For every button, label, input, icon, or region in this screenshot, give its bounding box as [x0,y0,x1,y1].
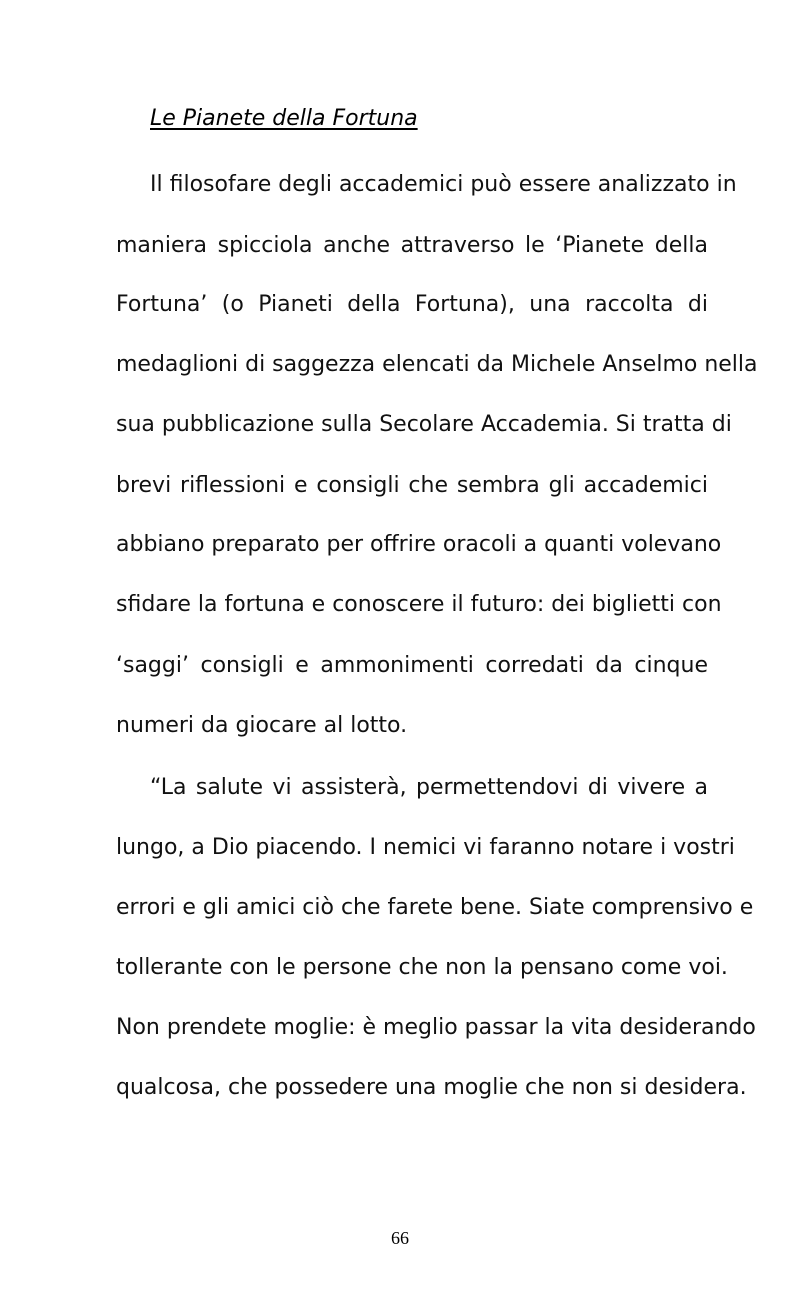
paragraph-1-line-6: brevi riflessioni e consigli che sembra gli accademici [116,473,708,498]
paragraph-2-line-5: Non prendete moglie: è meglio passar la vita desiderando [116,1015,756,1040]
section-title: Le Pianete della Fortuna [150,106,418,131]
paragraph-1-line-5: sua pubblicazione sulla Secolare Accademia. Si tratta di [116,412,732,437]
page-number: 66 [391,1228,409,1248]
paragraph-1-line-2: maniera spicciola anche attraverso le ‘Pianete della [116,233,708,258]
paragraph-2-line-2: lungo, a Dio piacendo. I nemici vi faranno notare i vostri [116,835,735,860]
paragraph-2-line-3: errori e gli amici ciò che farete bene. Siate comprensivo e [116,895,754,920]
paragraph-1-line-10: numeri da giocare al lotto. [116,713,408,738]
paragraph-1-line-8: sfidare la fortuna e conoscere il futuro: dei biglietti con [116,592,722,617]
paragraph-2-line-4: tollerante con le persone che non la pensano come voi. [116,955,728,980]
paragraph-1-line-3: Fortuna’ (o Pianeti della Fortuna), una raccolta di [116,292,708,317]
paragraph-1-line-7: abbiano preparato per offrire oracoli a quanti volevano [116,532,722,557]
paragraph-2-line-6: qualcosa, che possedere una moglie che non si desidera. [116,1075,747,1100]
paragraph-1-line-4: medaglioni di saggezza elencati da Michele Anselmo nella [116,352,758,377]
paragraph-1-line-9: ‘saggi’ consigli e ammonimenti corredati da cinque [116,653,708,678]
paragraph-1-line-1: Il filosofare degli accademici può essere analizzato in [150,172,737,197]
paragraph-2-line-1: “La salute vi assisterà, permettendovi di vivere a [150,775,708,800]
